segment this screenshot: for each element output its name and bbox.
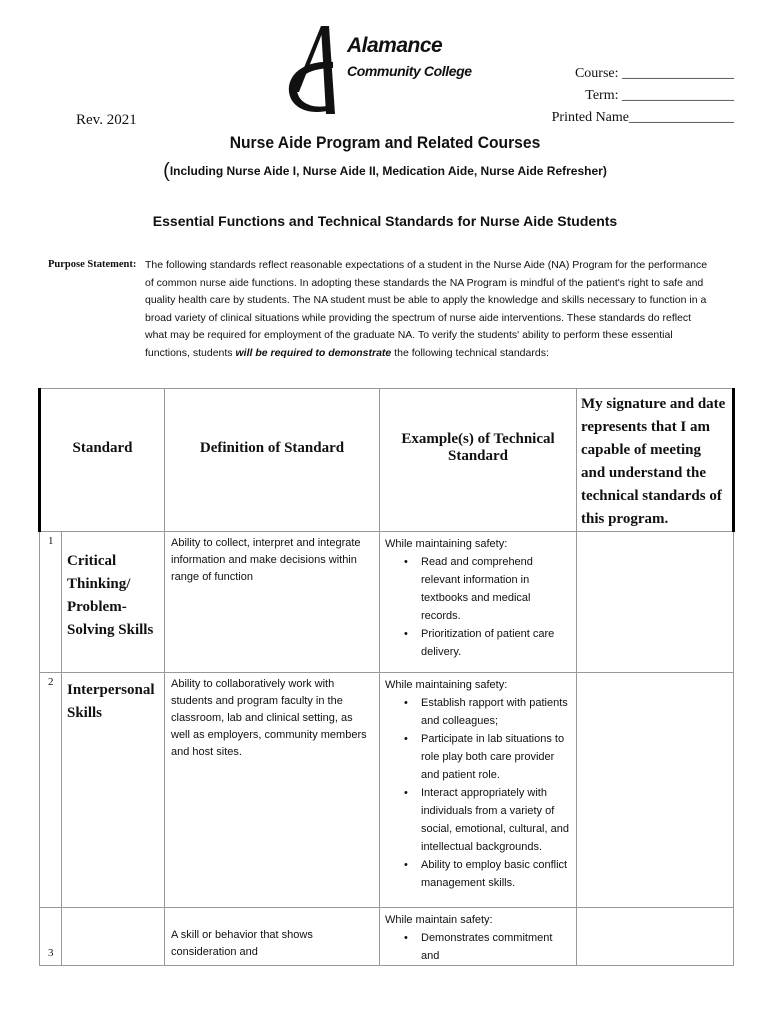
- course-field[interactable]: Course: ________________: [574, 66, 734, 81]
- row-number: 3: [40, 908, 62, 966]
- subtitle-text: Including Nurse Aide I, Nurse Aide II, Medication Aide, Nurse Aide Refresher): [169, 164, 607, 178]
- header-definition: Definition of Standard: [165, 389, 380, 532]
- table-row: [40, 908, 734, 966]
- purpose-text: [145, 257, 715, 363]
- list-item: • Read and comprehend relevant information in textbooks and medical records.: [421, 553, 572, 625]
- purpose-label: Purpose Statement:: [48, 259, 137, 270]
- list-item: • Participate in lab situations to role play both care provider and patient role.: [421, 730, 572, 784]
- examples-list: [385, 694, 572, 892]
- row-number: 1: [40, 532, 62, 673]
- standard-examples: [380, 908, 577, 966]
- college-subname: Community College: [347, 63, 472, 79]
- signature-cell[interactable]: [577, 532, 734, 673]
- technical-standards-table: [38, 388, 735, 966]
- list-item: • Prioritization of patient care delivery.: [421, 625, 572, 661]
- standard-definition: Ability to collect, interpret and integrate information and make decisions within range of function: [165, 532, 380, 673]
- list-item: • Ability to employ basic conflict management skills.: [421, 856, 572, 892]
- signature-cell[interactable]: [577, 673, 734, 908]
- standard-name: [62, 908, 165, 966]
- header-standard: Standard: [40, 389, 165, 532]
- examples-list: [385, 929, 572, 965]
- college-logo: [285, 22, 475, 118]
- standard-examples: [380, 673, 577, 908]
- examples-intro: While maintaining safety:: [385, 538, 508, 550]
- table-row: [40, 673, 734, 908]
- standard-examples: [380, 532, 577, 673]
- college-name: Alamance: [347, 34, 443, 57]
- examples-list: [385, 553, 572, 661]
- printed-name-field[interactable]: Printed Name_______________: [551, 110, 734, 125]
- standard-definition: A skill or behavior that shows consideration and: [165, 908, 380, 966]
- list-item: • Demonstrates commitment and: [421, 929, 572, 965]
- purpose-emphasis: will be required to demonstrate: [235, 346, 392, 359]
- page-subtitle: [0, 160, 770, 183]
- page-title: Nurse Aide Program and Related Courses: [229, 133, 541, 152]
- table-row: [40, 532, 734, 673]
- signature-cell[interactable]: [577, 908, 734, 966]
- standard-name: Critical Thinking/ Problem-Solving Skills: [62, 532, 165, 673]
- list-item: • Establish rapport with patients and colleagues;: [421, 694, 572, 730]
- college-logo-a-icon: [285, 22, 355, 118]
- student-info-fields: [552, 63, 734, 129]
- header-signature: My signature and date represents that I am capable of meeting and understand the technical standards of this program.: [577, 389, 734, 532]
- purpose-text-end: the following technical standards:: [391, 346, 549, 359]
- purpose-text-main: The following standards reflect reasonable expectations of a student in the Nurse Aide (NA) Program for the performance of common nurse aide functions. In adopting these standards the NA Program is mindful of the patient's right to safe and quality health care by students. The NA student must be able to apply the knowledge and skills necessary to function in a broad variety of clinical situations while providing the spectrum of nurse aide interventions. These standards do reflect what may be required for employment of the graduate NA. To verify the students' ability to perform these essential functions, students: [145, 259, 708, 359]
- header-examples: Example(s) of Technical Standard: [380, 389, 577, 532]
- examples-intro: While maintaining safety:: [385, 679, 508, 691]
- standard-definition: Ability to collaboratively work with students and program faculty in the classroom, lab and clinical setting, as well as employers, community members and host sites.: [165, 673, 380, 908]
- term-field[interactable]: Term: ________________: [585, 88, 734, 103]
- list-item: • Interact appropriately with individuals from a variety of social, emotional, cultural, and intellectual backgrounds.: [421, 784, 572, 856]
- examples-intro: While maintain safety:: [385, 914, 493, 926]
- subtitle-open-paren: (: [163, 160, 170, 182]
- table-header-row: [40, 389, 734, 532]
- section-heading: Essential Functions and Technical Standards for Nurse Aide Students: [152, 213, 618, 229]
- standard-name: Interpersonal Skills: [62, 673, 165, 908]
- row-number: 2: [40, 673, 62, 908]
- revision-label: Rev. 2021: [76, 112, 137, 128]
